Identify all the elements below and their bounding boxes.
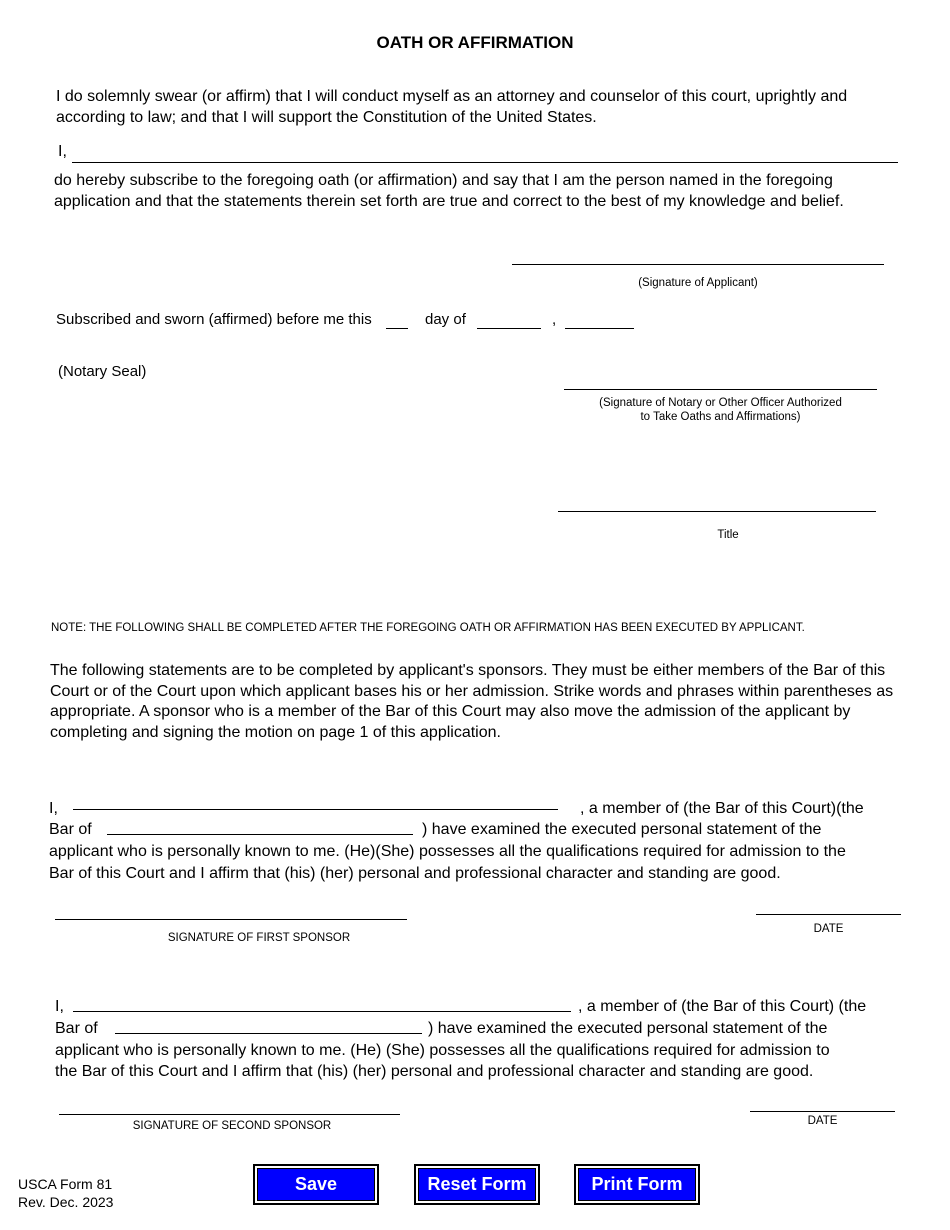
notary-seal-label: (Notary Seal) [58, 363, 147, 380]
sponsor2-bar-of: Bar of [55, 1020, 98, 1037]
sponsor2-date-label: DATE [807, 1115, 838, 1127]
notary-label-line-2: to Take Oaths and Affirmations) [640, 411, 801, 423]
sponsor1-date-label: DATE [813, 923, 844, 935]
sponsor2-line4: the Bar of this Court and I affirm that (his) (her) personal and professional character and standing are good. [55, 1063, 814, 1080]
sworn-year-field[interactable] [565, 328, 634, 329]
form-number: USCA Form 81 [18, 1176, 113, 1192]
oath-i-label: I, [58, 143, 67, 160]
sponsor2-examined-text: ) have examined the executed personal statement of the [428, 1020, 828, 1037]
sponsor1-signature-label: SIGNATURE OF FIRST SPONSOR [167, 932, 351, 944]
sponsor1-member-text: , a member of (the Bar of this Court)(the [580, 800, 864, 817]
form-footer [18, 1175, 113, 1211]
day-of-label: day of [425, 311, 466, 328]
notary-title-field[interactable] [558, 511, 876, 512]
notary-signature-label [564, 396, 877, 424]
applicant-name-field[interactable] [72, 162, 898, 163]
sponsor1-date-field[interactable] [756, 914, 901, 915]
sponsor-intro: The following statements are to be completed by applicant's sponsors. They must be either members of the Bar of this Court or of the Court upon which applicant bases his or her admission. Strike words and phrases within parentheses as appropriate. A sponsor who is a member of the Bar of this Court may also move the admission of the applicant by completing and signing the motion on page 1 of this application. [50, 662, 894, 741]
applicant-signature-field[interactable] [512, 264, 884, 265]
date-comma: , [552, 311, 557, 328]
sponsor2-signature-field[interactable] [59, 1114, 400, 1115]
subscribe-paragraph: do hereby subscribe to the foregoing oath (or affirmation) and say that I am the person named in the foregoing application and that the statements therein set forth are true and correct to the best of my knowledge and belief. [54, 172, 844, 210]
sponsor1-examined-text: ) have examined the executed personal statement of the [422, 821, 822, 838]
reset-form-button[interactable]: Reset Form [414, 1164, 540, 1205]
sponsor1-signature-field[interactable] [55, 919, 407, 920]
sponsor2-i-label: I, [55, 998, 64, 1015]
save-button[interactable]: Save [253, 1164, 379, 1205]
applicant-signature-label: (Signature of Applicant) [638, 277, 758, 289]
sponsor1-i-label: I, [49, 800, 58, 817]
page-title: OATH OR AFFIRMATION [376, 33, 574, 52]
sponsor1-bar-of: Bar of [49, 821, 92, 838]
sponsor1-line4: Bar of this Court and I affirm that (his) (her) personal and professional character and standing are good. [49, 865, 781, 882]
sponsor2-signature-label: SIGNATURE OF SECOND SPONSOR [132, 1120, 332, 1132]
notary-label-line-1: (Signature of Notary or Other Officer Authorized [599, 397, 842, 409]
oath-paragraph: I do solemnly swear (or affirm) that I will conduct myself as an attorney and counselor of this court, uprightly and according to law; and that I will support the Constitution of the United States. [56, 88, 848, 126]
note-text: NOTE: THE FOLLOWING SHALL BE COMPLETED AFTER THE FOREGOING OATH OR AFFIRMATION HAS BEEN EXECUTED BY APPLICANT. [51, 622, 805, 634]
sponsor1-bar-field[interactable] [107, 834, 413, 835]
sponsor2-name-field[interactable] [73, 1011, 571, 1012]
notary-title-label: Title [717, 529, 739, 541]
sworn-text: Subscribed and sworn (affirmed) before me this [56, 311, 372, 328]
sworn-day-field[interactable] [386, 328, 408, 329]
sponsor2-member-text: , a member of (the Bar of this Court) (the [578, 998, 867, 1015]
sponsor2-date-field[interactable] [750, 1111, 895, 1112]
sponsor2-bar-field[interactable] [115, 1033, 422, 1034]
sponsor2-line3: applicant who is personally known to me. (He) (She) possesses all the qualifications required for admission to [55, 1042, 830, 1059]
notary-signature-field[interactable] [564, 389, 877, 390]
sworn-month-field[interactable] [477, 328, 541, 329]
sponsor1-line3: applicant who is personally known to me. (He)(She) possesses all the qualifications required for admission to the [49, 843, 846, 860]
print-form-button[interactable]: Print Form [574, 1164, 700, 1205]
sponsor1-name-field[interactable] [73, 809, 558, 810]
form-revision: Rev. Dec. 2023 [18, 1194, 114, 1210]
